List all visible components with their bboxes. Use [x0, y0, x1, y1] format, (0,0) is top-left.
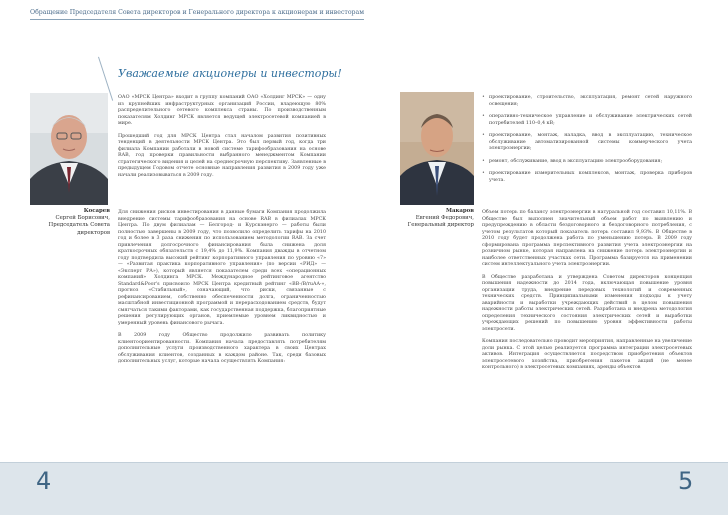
- director-photo: [400, 92, 474, 205]
- chairman-caption: [30, 208, 110, 237]
- paragraph: ОАО «МРСК Центра» входит в группу компаний ОАО «Холдинг МРСК» — одну из крупнейших инфраструктурных организаций России, владеющую 80% распределительного сетевого комплекса страны. По производственным показателям Холдинг МРСК является ведущей электросетевой компанией в мире.: [118, 95, 326, 126]
- paragraph: Компания последовательно проводит мероприятия, направленные на увеличение доли рынка. С этой целью реализуется программа интеграции электросетевых активов. Интеграция осуществляется посредством приобретения объектов электросетевого хозяйства, приобретения пакетов акций (не менее контрольного) в электросетевых компаниях, аренды объектов: [482, 339, 692, 370]
- page-header-title: Обращение Председателя Совета директоров и Генерального директора к акционерам и инвесторам: [30, 9, 365, 16]
- paragraph: В Обществе разработана и утверждена Советом директоров концепция повышения надежности до 2014 года, включающая повышение уровня организации труда, внедрение передовых технологий и современных технических средств. Принципиальными изменения подходы к учету аварийности и выработки учреждающих действий в целом повышения надежности работы электрических сетей. Разработана и внедрена методология определения технического состояния электрических сетей и выработки учреждающих решений по повышению уровня эффективности работы электросети.: [482, 274, 692, 332]
- list-item: • проектирование, строительство, эксплуатация, ремонт сетей наружного освещения;: [482, 95, 692, 108]
- paragraph: Прошедший год для МРСК Центра стал началом развития позитивных тенденций в деятельности МРСК Центра. Это был первый год, когда три филиала Компании работали в новой системе тарифообразования на основе RAB, год проверки правильности выбранного менеджментом Компании стратегического видения и целей на среднесрочную перспективу. Заявленные в предыдущем Годовом отчете основные направления развития в 2009 году уже начали реализовываться в 2009 году.: [118, 133, 326, 178]
- director-position: Генеральный директор: [407, 222, 474, 229]
- list-item: • ремонт, обслуживание, ввод в эксплуатацию электрооборудования;: [482, 159, 692, 166]
- text-column-1: [118, 95, 326, 185]
- services-bullet-list: [482, 95, 692, 190]
- footer-rule: [0, 462, 728, 463]
- director-caption: [398, 208, 474, 230]
- text-column-4: [482, 210, 692, 378]
- chairman-position: Председатель Совета директоров: [48, 222, 110, 236]
- text-column-2: [118, 210, 326, 372]
- paragraph: В 2009 году Общество продолжило развивать политику клиентоориентированности. Компания начала предоставлять потребителям дополнительные услуги производственного характера в своих Центрах обслуживания клиентов, созданных в каждом районе. Так, среди базовых дополнительных услуг, которые начала осуществлять Компания:: [118, 333, 326, 364]
- footer-band: [0, 462, 728, 515]
- page-number-left: 4: [36, 467, 52, 495]
- chairman-photo: [30, 93, 108, 205]
- paragraph: Объем потерь по балансу электроэнергии в натуральной год составил 10,11%. В Обществе был выполнен значительный объем работ по выявлению и предупреждению в области бездоговорного и бездоговорного потребления, с учетом результатов который показатель потерь составил 9,93%. В Обществе в 2010 году будет продолжена работа по уменьшению потерь. В 2009 году сформирована программа перспективного развития учета электроэнергии на розничном рынке, которая направлена на снижение потерь электроэнергии и наиболее ответственных участках сети. Программа базируется на применении систем интеллектуального учета электроэнергии.: [482, 210, 692, 267]
- page-title: Уважаемые акционеры и инвесторы!: [118, 67, 342, 80]
- list-item: • оперативно-техническое управление и обслуживание электрических сетей потребителей 110–0,4 кВ;: [482, 114, 692, 127]
- list-item: • проектирование, монтаж, наладка, ввод в эксплуатацию, техническое обслуживание автоматизированной системы коммерческого учета электроэнергии;: [482, 133, 692, 153]
- paragraph: Для снижения рисков инвестирования в данные бумаги Компания продолжила внедрение системы тарифообразования на основе RAB в филиалах МРСК Центра. По двум филиалам — Белгород- и Курскэнерго — работы были полностью завершены в 2009 году, что позволило определить тарифы на 2010 год и более в 3 раза снижения по использованием методологии RAB. За счет привлечения долгосрочного финансирования была снижена доля краткосрочных обязательств с 19,4% до 11,9%. Компания дважды в отчетном году подтвердила высокий рейтинг корпоративного управления по уровню «7» — «Развитая практика корпоративного управления» (по версии «РИД» — «Эксперт РА»), который является показателем среди всех «операционных компаний» Холдинга МРСК. Международное рейтинговое агентство Standard&Poor's присвоило МРСК Центра кредитный рейтинг «BB-/B/ruAA-», прогноз «Стабильный», означающий, что риски, связанные с рефинансированием, собственно обеспеченности долга, ограниченностью масштабной инвестиционной программой и перерасходованием средств, будут смягчаться такими факторами, как государственная поддержка, благоприятные решения регулирующих органов, приемлемые уровнем ликвидностью и умеренный уровень финансового рычага.: [118, 210, 326, 326]
- director-name: Евгений Федорович,: [415, 215, 474, 222]
- header-rule: [30, 19, 364, 20]
- chairman-surname: Косарев: [83, 208, 110, 214]
- chairman-name: Сергей Борисович,: [55, 215, 110, 222]
- list-item: • проектирование измерительных комплексов, монтаж, проверка приборов учета.: [482, 171, 692, 184]
- page-number-right: 5: [678, 467, 694, 495]
- director-surname: Макаров: [446, 208, 474, 214]
